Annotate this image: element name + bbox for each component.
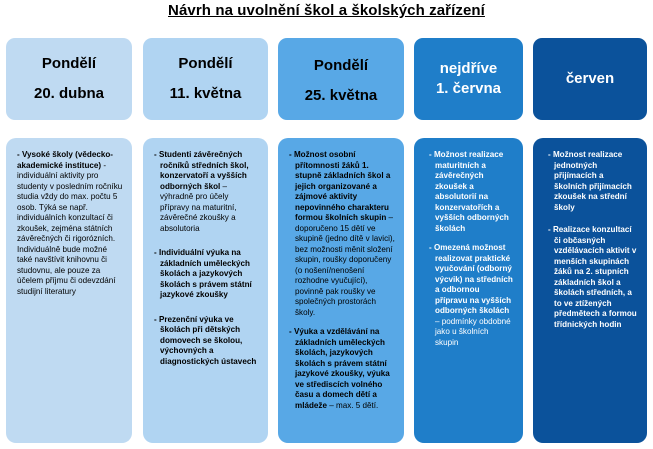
list-item: - Individuální výuka na základních uměleckých školách a jazykových školách s právem státní jazykové zkoušky	[154, 248, 252, 299]
header-date: 20. dubna	[33, 85, 104, 102]
list-item: - Možnost realizace jednotných přijímacích a školních přijímacích zkoušek na střední školy	[548, 150, 632, 212]
list-item: - Vysoké školy (vědecko-akademické instituce) - individuální aktivity pro studenty v posledním ročníku studia vždy do max. počtu 5 osob. Týká se např. individuálních konzultací či zkoušek, zejména státních závěrečných či rigorózních. Individuálně bude možné také navštívit knihovnu či studovnu, ale pouze za účelem příjmu či odevzdání studijní literatury	[17, 150, 123, 296]
header-day: Pondělí	[41, 55, 97, 72]
header-box-june	[533, 38, 647, 120]
list-item: - Realizace konzultací či občasných vzdělávacích aktivit v menších skupinách žáků na 2. stupních základních škol a školách středních, a to ve ztížených předmětech a formou třídnických hodin	[548, 225, 637, 329]
header-day: Pondělí	[178, 55, 233, 72]
header-day: Pondělí	[313, 57, 369, 74]
column-jun1	[414, 138, 523, 443]
page-title: Návrh na uvolnění škol a školských zařízení	[168, 2, 485, 19]
column-june	[533, 138, 647, 443]
header-box-jun1	[414, 38, 523, 120]
header-day: červen	[565, 70, 615, 87]
header-box-may25	[278, 38, 404, 120]
column-apr20	[6, 138, 132, 443]
header-date: 1. června	[435, 80, 502, 97]
column-may25	[278, 138, 404, 443]
header-box-apr20	[6, 38, 132, 120]
column-may11	[143, 138, 268, 443]
list-item: - Omezená možnost realizovat praktické vyučování (odborný výcvik) na středních a odbornou přípravu na vyšších odborných školách – podmínky obdobné jako u školních skupin	[429, 243, 513, 347]
header-box-may11	[143, 38, 268, 120]
list-item: - Možnost realizace maturitních a závěrečných zkoušek a absolutorií na konzervatořích a vyšších odborných školách	[429, 150, 509, 233]
header-date: 11. května	[169, 85, 242, 102]
list-item: - Výuka a vzdělávání na základních uměleckých školách, jazykových školách s právem státní jazykové zkoušky, výuka ve střediscích volného času a domech dětí a mládeže – max. 5 dětí.	[289, 327, 390, 410]
header-day: nejdříve	[439, 60, 498, 77]
list-item: - Možnost osobní přítomnosti žáků 1. stupně základních škol a jejich organizované a zájmové aktivity nepovinného charakteru formou školních skupin – doporučeno 15 dětí ve skupině (jedno dítě v lavici), bez možnosti měnit složení skupin, roušky doporučeny (o nošení/nenošení rozhodne vyučující), povinně pak roušky ve společných prostorách školy.	[289, 150, 395, 317]
list-item: - Studenti závěrečných ročníků středních škol, konzervatoří a vyšších odborných škol – výhradně pro účely přípravy na maturitní, závěrečné zkoušky a absolutoria	[154, 150, 249, 233]
list-item: - Prezenční výuka ve školách při dětských domovech se školou, výchovných a diagnostických ústavech	[154, 314, 257, 366]
header-date: 25. května	[304, 87, 378, 104]
